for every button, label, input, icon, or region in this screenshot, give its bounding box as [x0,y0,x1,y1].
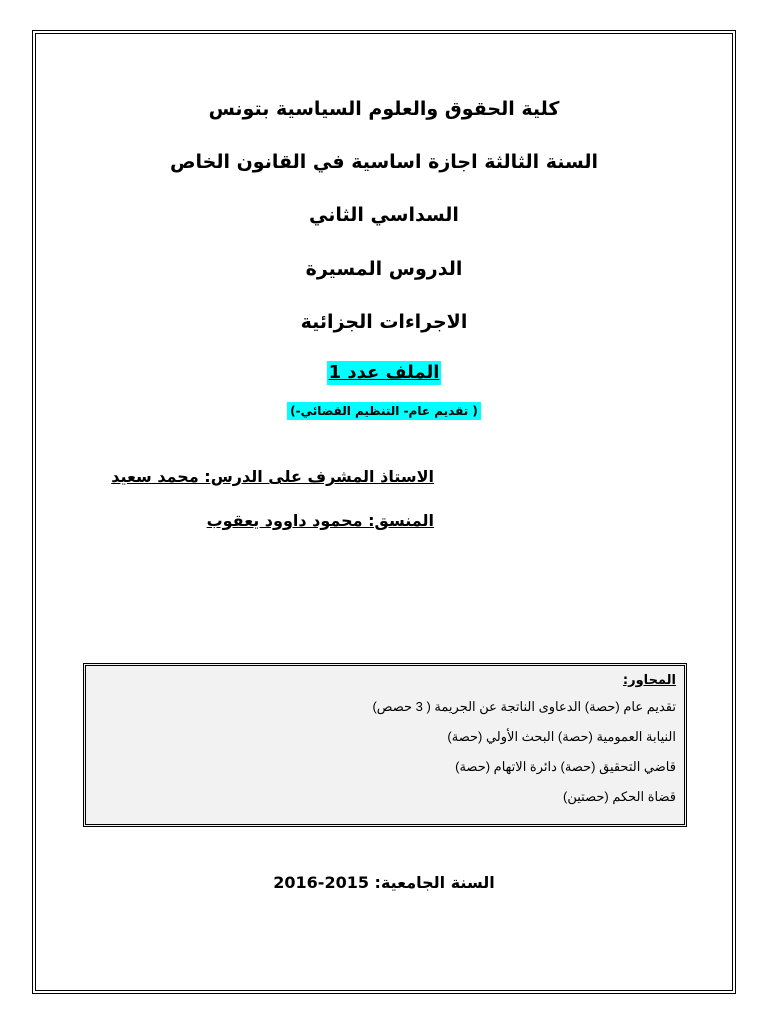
faculty-title: كلية الحقوق والعلوم السياسية بتونس [208,98,560,120]
subject-title: الاجراءات الجزائية [300,311,468,333]
file-subtitle: ( تقديم عام- التنظيم القضائي-) [287,402,481,420]
axes-box [83,663,687,827]
file-title: الملف عدد 1 [328,362,440,383]
supervisor-line: الاستاذ المشرف على الدرس: محمد سعيد [111,467,434,486]
semester-title: السداسي الثاني [309,204,459,226]
academic-year: السنة الجامعية: 2015-2016 [273,873,495,892]
file-title-row [0,361,768,385]
axes-item: النيابة العمومية (حصة) البحث الأولي (حصة) [447,729,676,744]
axes-item: قضاة الحكم (حصتين) [563,789,676,804]
level-title: السنة الثالثة اجازة اساسية في القانون الخاص [169,151,599,173]
axes-heading: المحاور: [622,673,676,688]
file-subtitle-row [0,400,768,420]
course-type-title: الدروس المسيرة [305,258,463,280]
axes-item: تقديم عام (حصة) الدعاوى الناتجة عن الجريمة ( 3 حصص) [372,699,676,714]
axes-item: قاضي التحقيق (حصة) دائرة الاتهام (حصة) [455,759,676,774]
coordinator-line: المنسق: محمود داوود يعقوب [206,511,434,530]
